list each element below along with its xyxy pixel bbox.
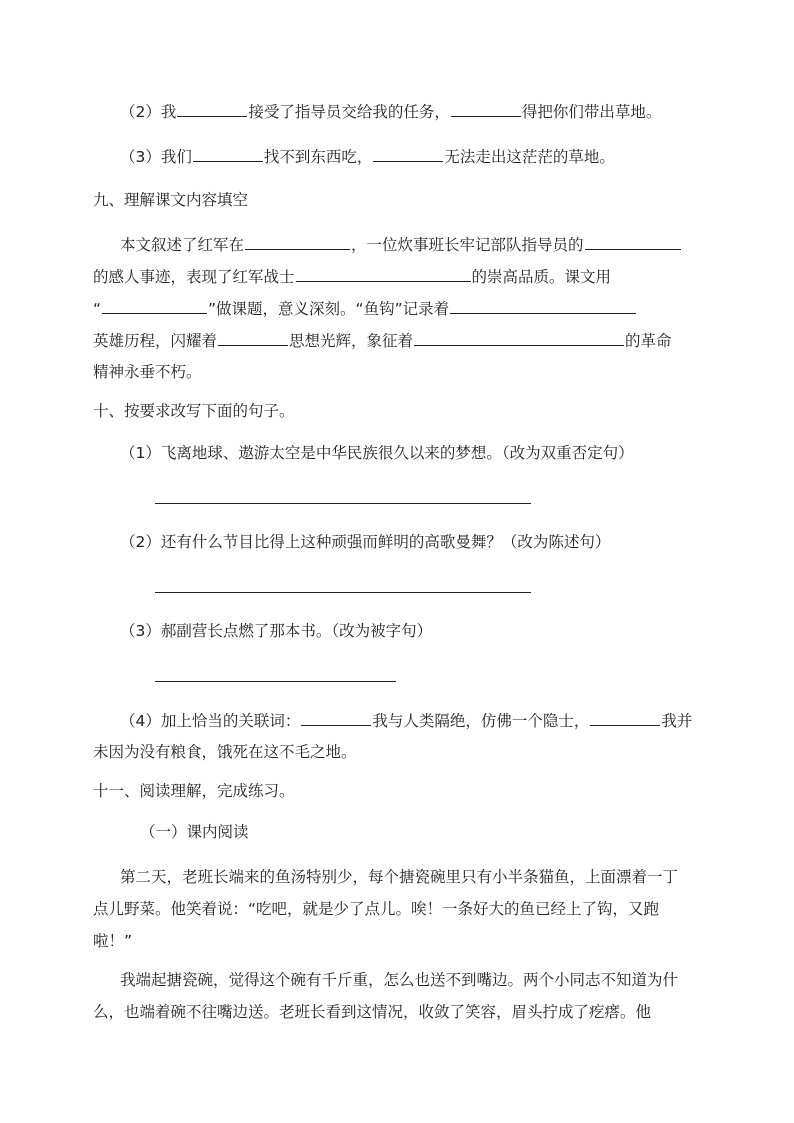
q10-sentence-2: （2）还有什么节目比得上这种顽强而鲜明的高歌曼舞？（改为陈述句） <box>120 533 611 551</box>
q10-text: 我并 <box>661 712 693 730</box>
answer-line-2[interactable] <box>155 592 531 593</box>
fill-blank[interactable] <box>590 710 660 726</box>
fill-blank[interactable] <box>585 234 681 250</box>
q8-item-3 <box>120 146 615 167</box>
q9-heading: 九、理解课文内容填空 <box>93 191 249 209</box>
fill-blank[interactable] <box>218 330 288 346</box>
passage-line: 啦！” <box>93 932 133 950</box>
q9-line-2 <box>93 266 611 287</box>
answer-line-3[interactable] <box>155 681 396 682</box>
q9-text: 的感人事迹，表现了红军战士 <box>93 268 295 286</box>
q8-item-3-text-b: 找不到东西吃， <box>263 148 373 166</box>
passage-line: 我端起搪瓷碗，觉得这个碗有千斤重，怎么也送不到嘴边。两个小同志不知道为什 <box>120 971 679 989</box>
q9-text: 思想光辉，象征着 <box>289 332 414 350</box>
q8-item-3-text-a: （3）我们 <box>120 148 192 166</box>
q10-heading: 十、按要求改写下面的句子。 <box>93 402 295 420</box>
fill-blank[interactable] <box>177 101 247 117</box>
q9-line-5: 精神永垂不朽。 <box>93 363 202 381</box>
fill-blank[interactable] <box>451 101 521 117</box>
q9-text: ”做课题，意义深刻。“鱼钩”记录着 <box>208 300 450 318</box>
fill-blank[interactable] <box>296 266 471 282</box>
q10-text: （4）加上恰当的关联词： <box>120 712 301 730</box>
fill-blank[interactable] <box>414 330 624 346</box>
fill-blank[interactable] <box>450 298 636 314</box>
fill-blank[interactable] <box>301 710 371 726</box>
q9-line-1 <box>120 234 682 255</box>
fill-blank[interactable] <box>193 146 263 162</box>
passage-line: 么，也端着碗不往嘴边送。老班长看到这情况，收敛了笑容，眉头拧成了疙瘩。他 <box>93 1003 652 1021</box>
q10-text: 我与人类隔绝，仿佛一个隐士， <box>372 712 590 730</box>
answer-line-1[interactable] <box>155 503 531 504</box>
q9-text: 英雄历程，闪耀着 <box>93 332 218 350</box>
fill-blank[interactable] <box>245 234 350 250</box>
q9-line-4 <box>93 330 672 351</box>
q8-item-2-text-b: 接受了指导员交给我的任务， <box>248 103 450 121</box>
q11-subheading: （一）课内阅读 <box>140 823 249 841</box>
passage-line: 第二天，老班长端来的鱼汤特别少，每个搪瓷碗里只有小半条猫鱼，上面漂着一丁 <box>120 868 679 886</box>
q9-text: 的崇高品质。课文用 <box>471 268 612 286</box>
fill-blank[interactable] <box>102 298 207 314</box>
q10-sentence-3: （3）郝副营长点燃了那本书。（改为被字句） <box>120 622 433 640</box>
q10-sentence-4-cont: 未因为没有粮食，饿死在这不毛之地。 <box>93 743 357 761</box>
q9-text: ，一位炊事班长牢记部队指导员的 <box>351 236 584 254</box>
passage-line: 点儿野菜。他笑着说：“吃吧，就是少了点儿。唉！一条好大的鱼已经上了钩，又跑 <box>93 900 660 918</box>
q8-item-3-text-c: 无法走出这茫茫的草地。 <box>444 148 615 166</box>
q10-sentence-4 <box>120 710 692 731</box>
q9-line-3 <box>93 298 637 319</box>
q8-item-2-text-c: 得把你们带出草地。 <box>521 103 662 121</box>
q9-text: 的革命 <box>625 332 672 350</box>
q9-text: 本文叙述了红军在 <box>120 236 245 254</box>
q9-text: “ <box>93 300 102 318</box>
fill-blank[interactable] <box>373 146 443 162</box>
q8-item-2-text-a: （2）我 <box>120 103 177 121</box>
q10-sentence-1: （1）飞离地球、遨游太空是中华民族很久以来的梦想。（改为双重否定句） <box>120 444 634 462</box>
q8-item-2 <box>120 101 661 122</box>
q11-heading: 十一、阅读理解，完成练习。 <box>93 782 295 800</box>
